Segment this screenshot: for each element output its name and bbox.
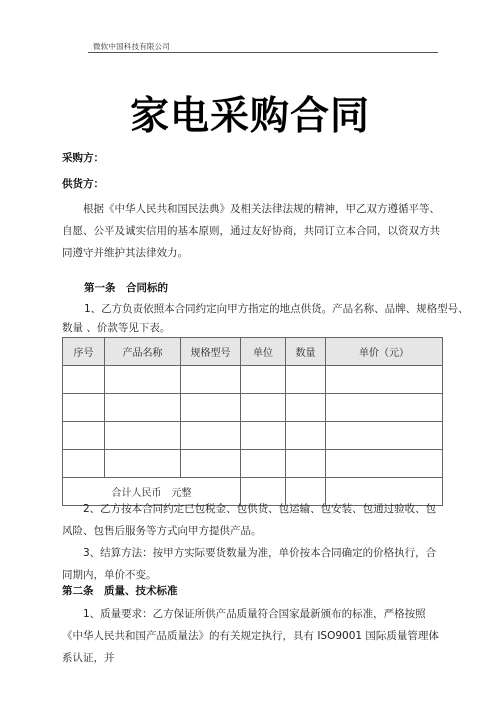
table-row — [63, 394, 443, 422]
header-divider — [88, 52, 438, 53]
supplier-label: 供货方： — [62, 178, 104, 190]
col-header-spec: 规格型号 — [181, 338, 241, 366]
article2-item1-paragraph — [62, 603, 440, 669]
col-header-unit: 单位 — [241, 338, 286, 366]
article1-item2-paragraph — [62, 498, 440, 542]
article2-item1-text: 1、质量要求：乙方保证所供产品质量符合国家最新颁布的标准，严格按照《中华人民共和国产品质量法》的有关规定执行，具有 ISO9001 国际质量管理体系认证，并 — [62, 608, 439, 664]
col-header-quantity: 数量 — [286, 338, 326, 366]
article1-item2-text: 2、乙方按本合同约定已包税金、包供货、包运输、包安装、包通过验收、包风险、包售后服务等方式向甲方提供产品。 — [62, 503, 437, 537]
buyer-label: 采购方： — [62, 152, 104, 164]
table-row — [63, 450, 443, 478]
goods-table — [62, 337, 443, 506]
preamble-text: 根据《中华人民共和国民法典》及相关法律法规的精神，甲乙双方遵循平等、自愿、公平及诚实信用的基本原则，通过友好协商，共同订立本合同，以资双方共同遵守并维护其法律效力。 — [62, 203, 440, 259]
col-header-unit-price: 单价（元） — [326, 338, 443, 366]
company-name: 微软中国科技有限公司 — [93, 42, 170, 51]
table-row — [63, 366, 443, 394]
col-header-product: 产品名称 — [105, 338, 181, 366]
article1-item3-paragraph — [62, 542, 440, 586]
article2-heading: 第二条 质量、技术标准 — [62, 585, 178, 597]
article1-item1-line1: 1、乙方负责依照本合同约定向甲方指定的地点供货。产品名称、品牌、规格型号、 — [84, 303, 469, 315]
article1-item3-text: 3、结算方法：按甲方实际要货数量为准，单价按本合同确定的价格执行，合同期内，单价不变。 — [62, 547, 437, 581]
total-amount-label: 合计人民币 元整 — [63, 478, 241, 506]
col-header-index: 序号 — [63, 338, 105, 366]
contract-title: 家电采购合同 — [129, 94, 370, 139]
article1-heading: 第一条 合同标的 — [84, 282, 168, 294]
article1-item1-line2: 数量 、价款等见下表。 — [62, 322, 171, 334]
preamble-paragraph — [62, 198, 440, 264]
table-row — [63, 422, 443, 450]
table-header-row — [63, 338, 443, 366]
